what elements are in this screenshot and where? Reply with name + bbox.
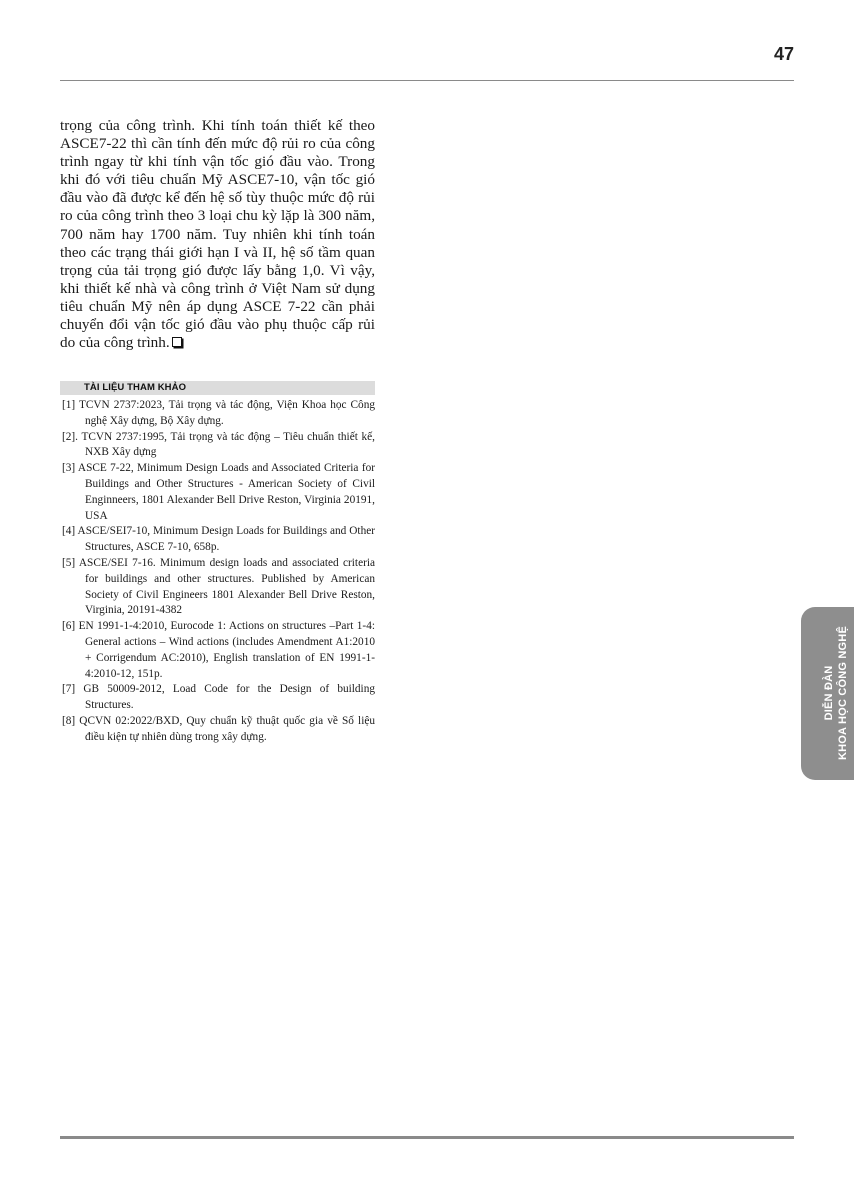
reference-item: [3] ASCE 7-22, Minimum Design Loads and Associated Criteria for Buildings and Other Structures - American Society of Civil Enginneers, 1801 Alexander Bell Drive Reston, Virginia 20191, USA bbox=[62, 462, 375, 522]
reference-item: [6] EN 1991-1-4:2010, Eurocode 1: Actions on structures –Part 1-4: General actions – Wind actions (includes Amendment A1:2010 + Corrigendum AC:2010), English translation of EN 1991-1- 4:2010-12, 151p. bbox=[62, 620, 375, 680]
references-heading-bar bbox=[60, 381, 375, 395]
reference-item: [2]. TCVN 2737:1995, Tải trọng và tác động – Tiêu chuẩn thiết kế, NXB Xây dựng bbox=[62, 430, 375, 459]
reference-item: [4] ASCE/SEI7-10, Minimum Design Loads for Buildings and Other Structures, ASCE 7-10, 658p. bbox=[62, 525, 375, 554]
section-side-tab-label bbox=[822, 626, 850, 760]
body-text: trọng của công trình. Khi tính toán thiết kế theo ASCE7-22 thì cần tính đến mức độ rủi ro của công trình ngay từ khi tính vận tốc gió đầu vào. Trong khi đó với tiêu chuẩn Mỹ ASCE7-10, vận tốc gió đầu vào đã được kể đến hệ số tùy thuộc mức độ rủi ro của công trình theo 3 loại chu kỳ lặp là 300 năm, 700 năm hay 1700 năm. Tuy nhiên khi tính toán theo các trạng thái giới hạn I và II, hệ số tầm quan trọng của tải trọng gió được lấy bằng 1,0. Vì vậy, khi thiết kế nhà và công trình ở Việt Nam sử dụng tiêu chuẩn Mỹ nên áp dụng ASCE 7-22 cần phải chuyển đổi vận tốc gió đầu vào phụ thuộc cấp rủi do của công trình. bbox=[60, 117, 375, 352]
reference-item: [7] GB 50009-2012, Load Code for the Design of building Structures. bbox=[62, 683, 375, 712]
body-paragraph bbox=[60, 117, 375, 352]
reference-item: [1] TCVN 2737:2023, Tải trọng và tác động, Viện Khoa học Công nghệ Xây dựng, Bộ Xây dựng. bbox=[62, 399, 375, 427]
side-tab-line1: DIỄN ĐÀN bbox=[823, 665, 835, 721]
references-list bbox=[60, 398, 375, 746]
reference-item: [5] ASCE/SEI 7-16. Minimum design loads and associated criteria for buildings and other structures. Published by American Society of Civil Engineers 1801 Alexander Bell Drive Reston, Virginia, 20191-4382 bbox=[62, 556, 375, 617]
reference-item: [8] QCVN 02:2022/BXD, Quy chuẩn kỹ thuật quốc gia về Số liệu điều kiện tự nhiên dùng trong xây dựng. bbox=[62, 714, 375, 743]
side-tab-line2: KHOA HỌC CÔNG NGHỆ bbox=[837, 626, 849, 760]
end-of-article-icon bbox=[172, 337, 182, 347]
header-rule bbox=[60, 80, 794, 81]
footer-rule bbox=[60, 1136, 794, 1139]
references-heading: TÀI LIỆU THAM KHẢO bbox=[84, 382, 187, 393]
page-number: 47 bbox=[773, 44, 794, 64]
